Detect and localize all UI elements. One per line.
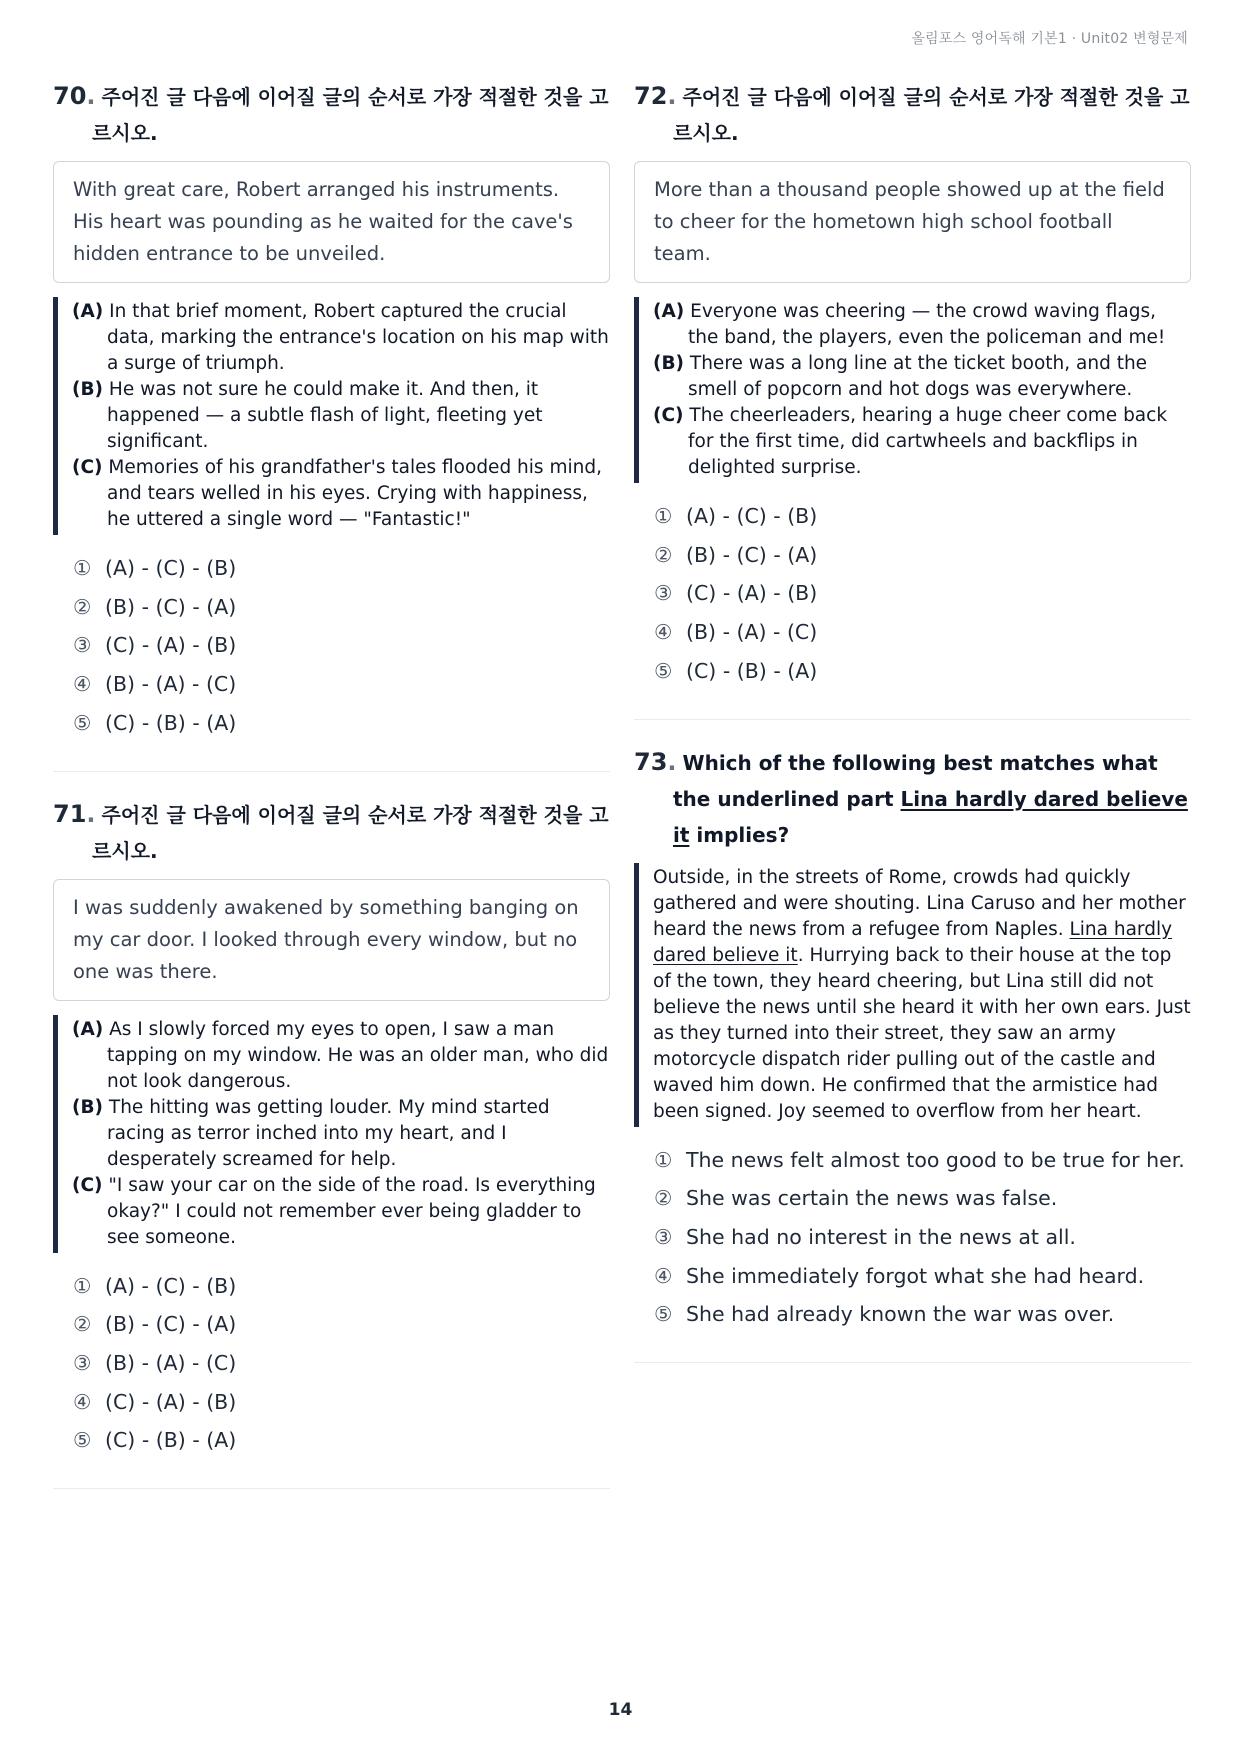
question-number: 71. [53, 799, 96, 828]
underlined-phrase: Lina hardly dared believe it [653, 918, 1173, 966]
choice-4[interactable]: ④ (B) - (A) - (C) [654, 620, 818, 645]
question-title [53, 796, 610, 869]
paragraph-b: (B) There was a long line at the ticket booth, and the smell of popcorn and hot dogs was everywhere. [653, 353, 1148, 400]
choice-5[interactable]: ⑤ She had already known the war was over. [654, 1302, 1115, 1327]
paragraph-a: (A) Everyone was cheering — the crowd waving flags, the band, the players, even the policeman and me! [653, 301, 1166, 348]
paragraph-c: (C) Memories of his grandfather's tales flooded his mind, and tears welled in his eyes. Crying with happiness, he uttered a single word — "Fantastic!" [72, 457, 602, 530]
question-title [53, 78, 610, 151]
choice-1[interactable]: ① (A) - (C) - (B) [73, 1273, 237, 1298]
choice-3[interactable]: ③ (C) - (A) - (B) [654, 581, 818, 606]
question-number: 73. [634, 747, 677, 776]
right-column [634, 78, 1191, 1387]
question-prompt: 주어진 글 다음에 이어질 글의 순서로 가장 적절한 것을 고르시오. [673, 85, 1190, 145]
paragraph-c: (C) "I saw your car on the side of the road. Is everything okay?" I could not remember ever being gladder to see someone. [72, 1174, 596, 1248]
paragraph-a: (A) As I slowly forced my eyes to open, I saw a man tapping on my window. He was an older man, who did not look dangerous. [72, 1018, 609, 1092]
ordering-paragraphs [53, 1015, 610, 1253]
choice-1[interactable]: ① (A) - (C) - (B) [73, 556, 237, 580]
question-prompt: Which of the following best matches what the underlined part Lina hardly dared believe it implies? [673, 750, 1188, 847]
paragraph-a: (A) In that brief moment, Robert captured the crucial data, marking the entrance's location on his map with a surge of triumph. [72, 301, 609, 374]
ordering-paragraphs [53, 297, 610, 535]
choice-4[interactable]: ④ (C) - (A) - (B) [73, 1389, 237, 1414]
answer-choices [53, 1267, 610, 1461]
ordering-paragraphs [634, 297, 1191, 483]
paragraph-b: (B) He was not sure he could make it. And then, it happened — a subtle flash of light, fleeting yet significant. [72, 379, 543, 452]
question-title [634, 78, 1191, 151]
given-passage: More than a thousand people showed up at the field to cheer for the hometown high school football team. [634, 161, 1191, 283]
question-prompt: 주어진 글 다음에 이어질 글의 순서로 가장 적절한 것을 고르시오. [92, 802, 609, 863]
choice-5[interactable]: ⑤ (C) - (B) - (A) [73, 1428, 237, 1453]
answer-choices [634, 1141, 1191, 1335]
choice-4[interactable]: ④ She immediately forgot what she had heard. [654, 1263, 1145, 1288]
choice-3[interactable]: ③ She had no interest in the news at all. [654, 1224, 1076, 1249]
paragraph-b: (B) The hitting was getting louder. My mind started racing as terror inched into my heart, and I desperately screamed for help. [72, 1096, 550, 1170]
question-number: 70. [53, 82, 96, 110]
answer-choices [634, 497, 1191, 691]
given-passage: With great care, Robert arranged his instruments. His heart was pounding as he waited for the cave's hidden entrance to be unveiled. [53, 161, 610, 283]
question-number: 72. [634, 82, 677, 110]
underlined-phrase: Lina hardly dared believe it [673, 786, 1188, 847]
question-73 [634, 744, 1191, 1364]
choice-2[interactable]: ② (B) - (C) - (A) [654, 542, 818, 567]
choice-3[interactable]: ③ (B) - (A) - (C) [73, 1350, 237, 1375]
paragraph-c: (C) The cheerleaders, hearing a huge cheer come back for the first time, did cartwheels and backflips in delighted surprise. [653, 405, 1168, 478]
question-prompt: 주어진 글 다음에 이어질 글의 순서로 가장 적절한 것을 고르시오. [92, 85, 609, 145]
choice-1[interactable]: ① (A) - (C) - (B) [654, 504, 818, 528]
question-70 [53, 78, 610, 772]
reading-passage: Outside, in the streets of Rome, crowds had quickly gathered and were shouting. Lina Caruso and her mother heard the news from a refugee from Naples. Lina hardly dared believe it. Hurrying back to their house at the top of the town, they heard cheering, but Lina still did not believe the news until she heard it with her own ears. Just as they turned into their street, they saw an army motorcycle dispatch rider pulling out of the castle and waved him down. He confirmed that the armistice had been signed. Joy seemed to overflow from her heart. [634, 863, 1191, 1127]
question-title [634, 744, 1191, 853]
choice-5[interactable]: ⑤ (C) - (B) - (A) [73, 710, 237, 735]
answer-choices [53, 549, 610, 743]
choice-4[interactable]: ④ (B) - (A) - (C) [73, 672, 237, 697]
choice-2[interactable]: ② She was certain the news was false. [654, 1186, 1058, 1211]
page-header: 올림포스 영어독해 기본1 · Unit02 변형문제 [911, 31, 1188, 47]
page-number: 14 [608, 1700, 633, 1720]
choice-3[interactable]: ③ (C) - (A) - (B) [73, 633, 237, 658]
choice-2[interactable]: ② (B) - (C) - (A) [73, 594, 237, 619]
question-72 [634, 78, 1191, 720]
question-71 [53, 796, 610, 1490]
given-passage: I was suddenly awakened by something banging on my car door. I looked through every window, but no one was there. [53, 879, 610, 1001]
choice-2[interactable]: ② (B) - (C) - (A) [73, 1312, 237, 1337]
left-column [53, 78, 610, 1513]
choice-5[interactable]: ⑤ (C) - (B) - (A) [654, 658, 818, 683]
choice-1[interactable]: ① The news felt almost too good to be true for her. [654, 1147, 1185, 1172]
